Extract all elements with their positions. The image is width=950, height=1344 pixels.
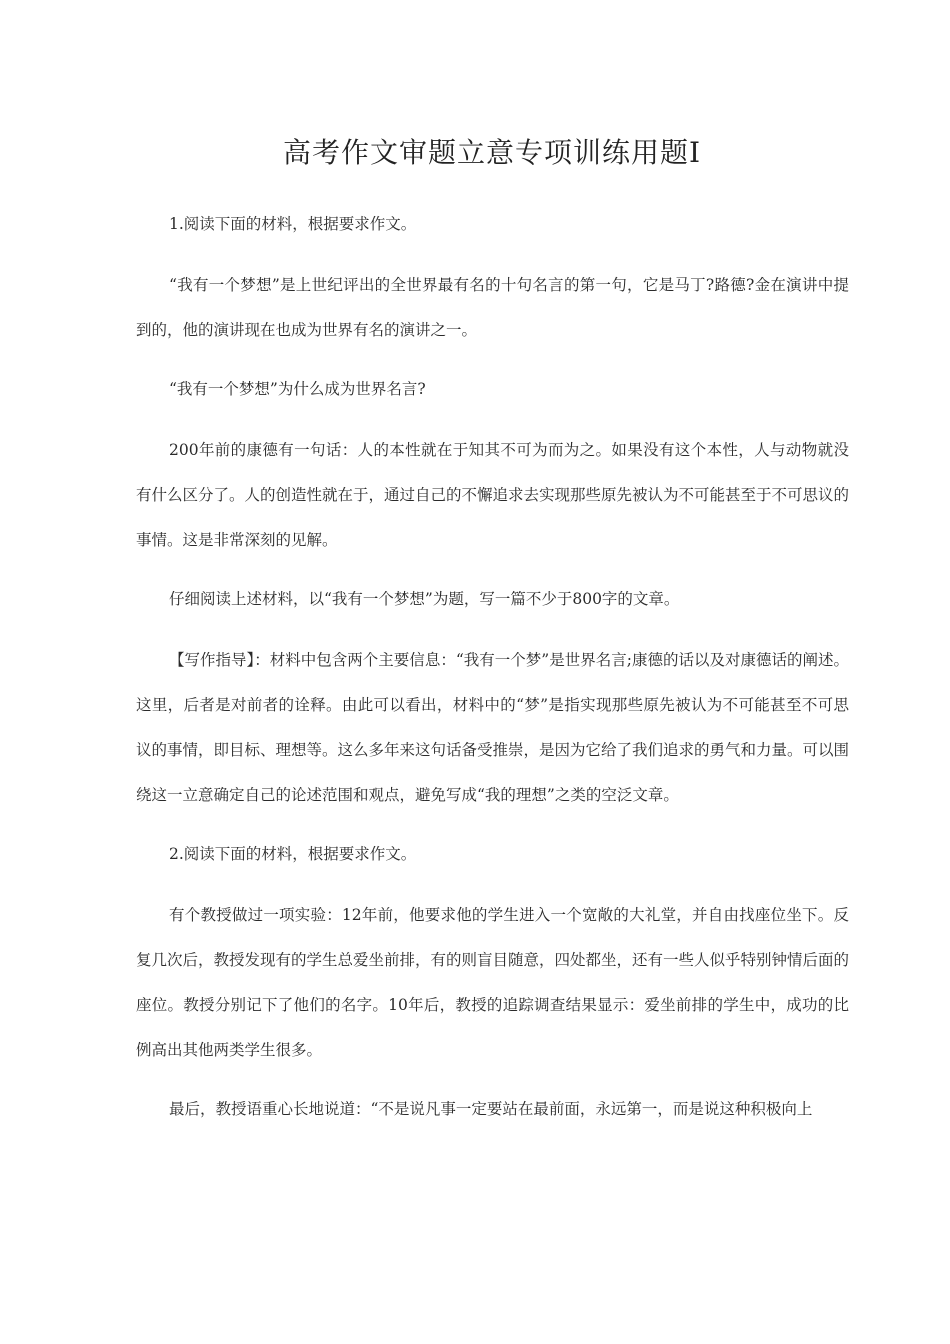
material-paragraph: 200年前的康德有一句话：人的本性就在于知其不可为而为之。如果没有这个本性，人与动物就没有什么区分了。人的创造性就在于，通过自己的不懈追求去实现那些原先被认为不可能甚至于不可思议的事情。这是非常深刻的见解。 bbox=[136, 441, 850, 549]
writing-requirement: 仔细阅读上述材料，以“我有一个梦想”为题，写一篇不少于800字的文章。 bbox=[169, 590, 680, 608]
material-question: “我有一个梦想”为什么成为世界名言? bbox=[169, 380, 426, 398]
document-body bbox=[136, 202, 849, 1148]
writing-guidance: 【写作指导】：材料中包含两个主要信息：“我有一个梦”是世界名言;康德的话以及对康德话的阐述。这里，后者是对前者的诠释。由此可以看出，材料中的“梦”是指实现那些原先被认为不可能甚至不可思议的事情，即目标、理想等。这么多年来这句话备受推崇，是因为它给了我们追求的勇气和力量。可以围绕这一立意确定自己的论述范围和观点，避免写成“我的理想”之类的空泛文章。 bbox=[136, 651, 850, 804]
question-1-heading: 1.阅读下面的材料，根据要求作文。 bbox=[169, 215, 417, 233]
material-paragraph: 有个教授做过一项实验：12年前，他要求他的学生进入一个宽敞的大礼堂，并自由找座位坐下。反复几次后，教授发现有的学生总爱坐前排，有的则盲目随意，四处都坐，还有一些人似乎特别钟情后面的座位。教授分别记下了他们的名字。10年后，教授的追踪调查结果显示：爱坐前排的学生中，成功的比例高出其他两类学生很多。 bbox=[136, 906, 850, 1059]
material-paragraph: “我有一个梦想”是上世纪评出的全世界最有名的十句名言的第一句，它是马丁?路德?金在演讲中提到的，他的演讲现在也成为世界有名的演讲之一。 bbox=[136, 276, 849, 339]
material-paragraph: 最后，教授语重心长地说道：“不是说凡事一定要站在最前面，永远第一，而是说这种积极向上 bbox=[169, 1100, 813, 1118]
question-2-heading: 2.阅读下面的材料，根据要求作文。 bbox=[169, 845, 417, 863]
document-title: 高考作文审题立意专项训练用题Ⅰ bbox=[282, 136, 702, 169]
